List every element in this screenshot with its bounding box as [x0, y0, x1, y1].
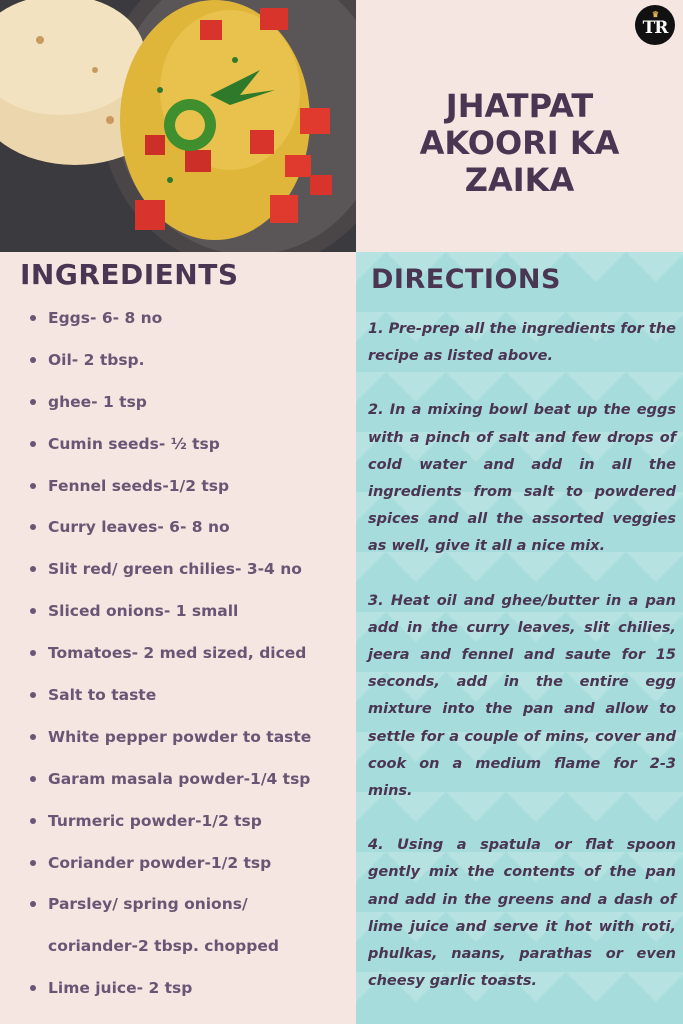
- direction-step-2: 2. In a mixing bowl beat up the eggs with a pinch of salt and few drops of cold water and add in all the ingredients from salt to powdered spices and all the assorted veggies as well, give it all a nice mix.: [368, 402, 676, 555]
- ingredient-item: Parsley/ spring onions/: [30, 892, 311, 934]
- logo-text: TR: [642, 18, 668, 38]
- title-line-2: AKOORI KA: [419, 124, 620, 162]
- ingredient-item-continued: coriander-2 tbsp. chopped: [48, 937, 279, 956]
- ingredient-item: Oil- 2 tbsp.: [30, 348, 311, 390]
- ingredients-section: [0, 252, 356, 1024]
- ingredient-item: Turmeric powder-1/2 tsp: [30, 809, 311, 851]
- ingredient-item: Slit red/ green chilies- 3-4 no: [30, 557, 311, 599]
- ingredient-item: Coriander powder-1/2 tsp: [30, 851, 311, 893]
- title-panel: [356, 0, 683, 252]
- ingredient-item: Tomatoes- 2 med sized, diced: [30, 641, 311, 683]
- ingredient-item: Lime juice- 2 tsp: [30, 976, 311, 1018]
- dish-photo: [0, 0, 356, 252]
- ingredient-item: Salt to taste: [30, 683, 311, 725]
- crown-icon: ♛: [651, 9, 659, 19]
- directions-steps: [368, 316, 676, 1022]
- ingredient-item: White pepper powder to taste: [30, 725, 311, 767]
- direction-step-1: 1. Pre-prep all the ingredients for the recipe as listed above.: [368, 321, 676, 365]
- directions-section: [356, 252, 683, 1024]
- ingredients-list: [30, 306, 311, 1018]
- ingredient-item: Curry leaves- 6- 8 no: [30, 515, 311, 557]
- ingredient-item: Eggs- 6- 8 no: [30, 306, 311, 348]
- title-line-3: ZAIKA: [464, 161, 575, 199]
- direction-step-3: 3. Heat oil and ghee/butter in a pan add in the curry leaves, slit chilies, jeera and fennel and saute for 15 seconds, add in the entire egg mixture into the pan and allow to settle for a couple of mins, cover and cook on a medium flame for 2-3 mins.: [368, 592, 676, 800]
- ingredients-heading: INGREDIENTS: [20, 258, 239, 291]
- ingredient-item: ghee- 1 tsp: [30, 390, 311, 432]
- ingredient-item: Garam masala powder-1/4 tsp: [30, 767, 311, 809]
- title-line-1: JHATPAT: [445, 87, 594, 125]
- recipe-title: [356, 88, 683, 199]
- ingredient-item: Sliced onions- 1 small: [30, 599, 311, 641]
- ingredient-item: Cumin seeds- ½ tsp: [30, 432, 311, 474]
- ingredient-item: Fennel seeds-1/2 tsp: [30, 474, 311, 516]
- brand-logo[interactable]: [635, 5, 675, 45]
- direction-step-4: 4. Using a spatula or flat spoon gently mix the contents of the pan and add in the greens and a dash of lime juice and serve it hot with roti, phulkas, naans, parathas or even cheesy garlic toasts.: [368, 837, 676, 990]
- directions-heading: DIRECTIONS: [371, 264, 561, 295]
